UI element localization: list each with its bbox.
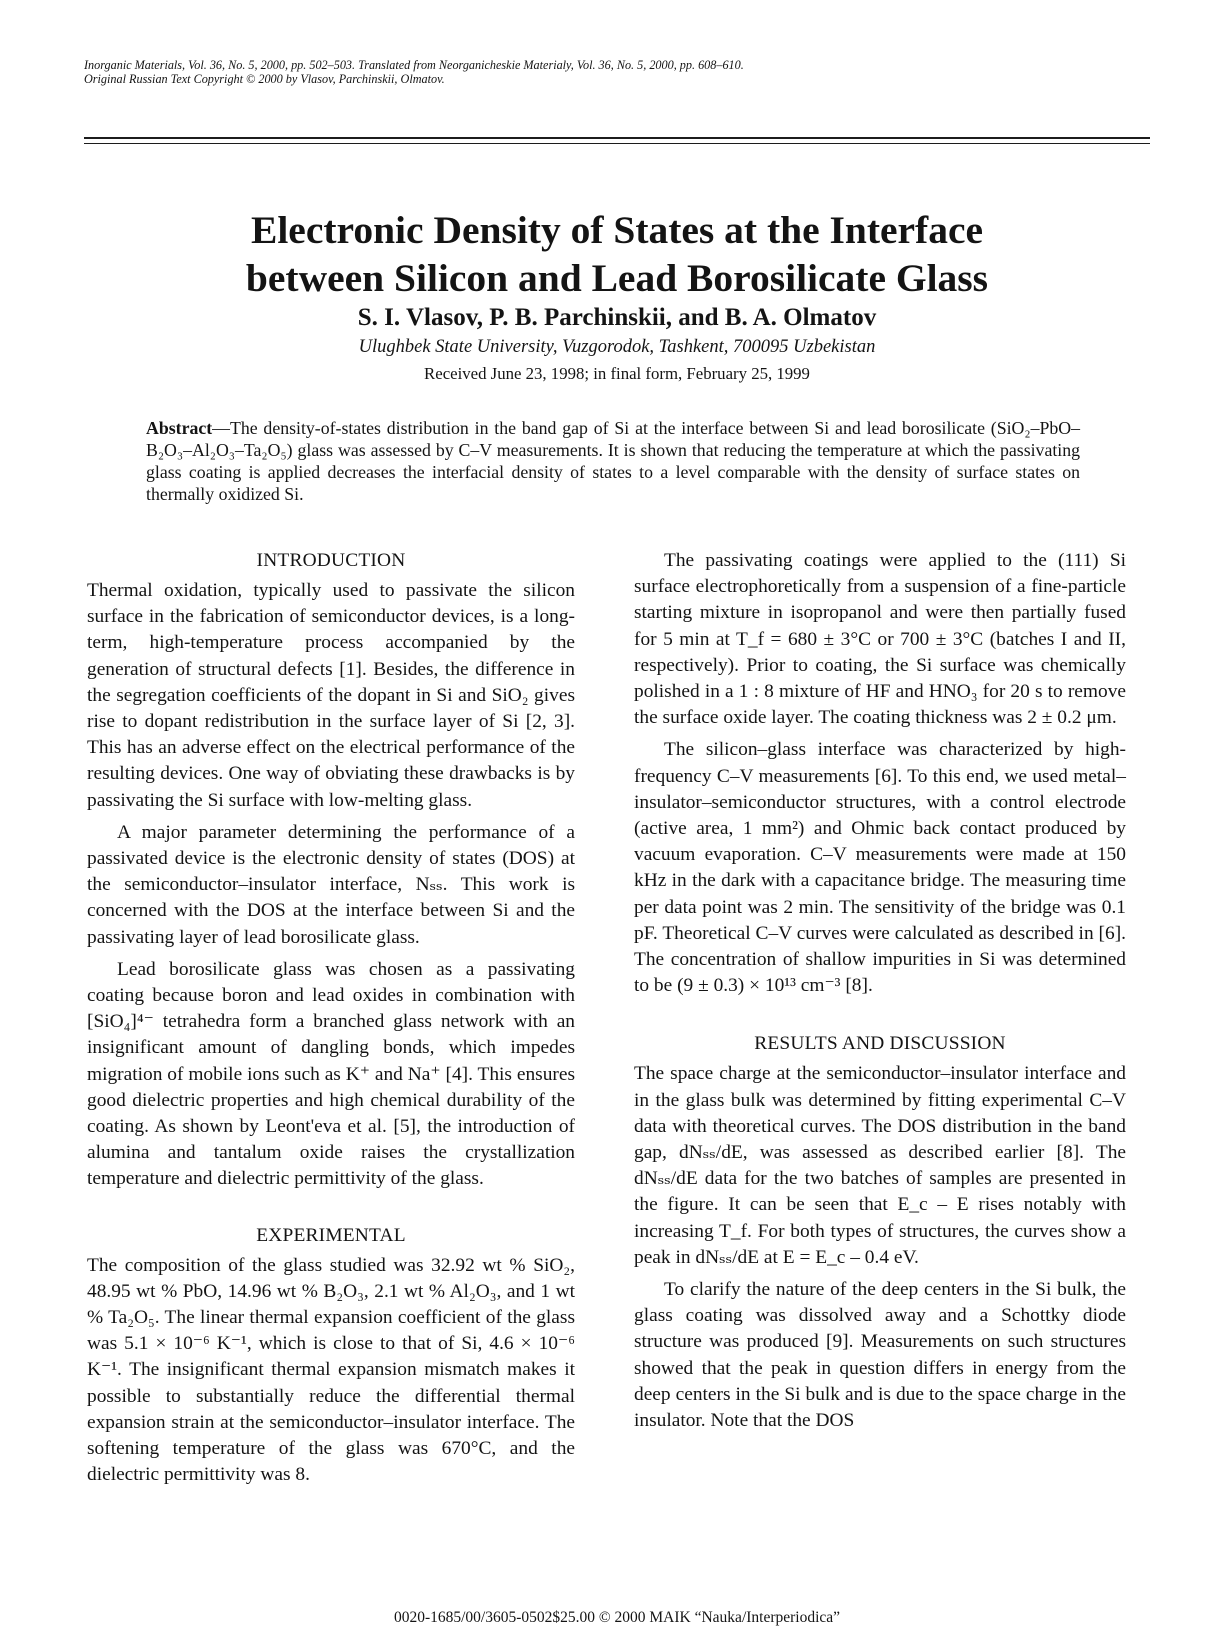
experimental-paragraph: The silicon–glass interface was characterized by high-frequency C–V measurements [6]. To this end, we used metal–insulator–semiconductor structures, with a control electrode (active area, 1 mm²) and Ohmic back contact produced by vacuum evaporation. C–V measurements were made at 150 kHz in the dark with a capacitance bridge. The measuring time per data point was 2 min. The sensitivity of the bridge was 0.1 pF. Theoretical C–V curves were calculated as described in [6]. The concentration of shallow impurities in Si was determined to be (9 ± 0.3) × 10¹³ cm⁻³ [8]. xyxy=(634,739,1126,997)
abstract-text: —The density-of-states distribution in the band gap of Si at the interface between Si and lead borosilicate (SiO₂–PbO–B₂O₃–Al₂O₃–Ta₂O₅) glass was assessed by C–V measurements. It is shown that reducing the temperature at which the passivating glass coating is applied decreases the interfacial density of states to a level comparable with the density of surface states on thermally oxidized Si. xyxy=(146,418,1080,504)
abstract xyxy=(146,417,1080,505)
section-heading-experimental: EXPERIMENTAL xyxy=(256,1224,406,1246)
affiliation: Ulughbek State University, Vuzgorodok, Tashkent, 700095 Uzbekistan xyxy=(358,337,876,357)
title-line-2: between Silicon and Lead Borosilicate Glass xyxy=(245,256,989,300)
paper-title xyxy=(84,206,1150,302)
experimental-paragraph: The passivating coatings were applied to the (111) Si surface electrophoretically from a suspension of a fine-particle starting mixture in isopropanol and were then partially fused for 5 min at T_f = 680 ± 3°C or 700 ± 3°C (batches I and II, respectively). Prior to coating, the Si surface was chemically polished in a 1 : 8 mixture of HF and HNO₃ for 20 s to remove the surface oxide layer. The coating thickness was 2 ± 0.2 μm. xyxy=(634,550,1126,729)
title-line-1: Electronic Density of States at the Interface xyxy=(250,208,984,252)
experimental-paragraph: The composition of the glass studied was 32.92 wt % SiO₂, 48.95 wt % PbO, 14.96 wt % B₂O₃, 2.1 wt % Al₂O₃, and 1 wt % Ta₂O₅. The linear thermal expansion coefficient of the glass was 5.1 × 10⁻⁶ K⁻¹, which is close to that of Si, 4.6 × 10⁻⁶ K⁻¹. The insignificant thermal expansion mismatch makes it possible to substantially reduce the differential thermal expansion strain at the semiconductor–insulator interface. The softening temperature of the glass was 670°C, and the dielectric permittivity was 8. xyxy=(87,1254,575,1486)
right-column xyxy=(634,548,1126,1434)
authors: S. I. Vlasov, P. B. Parchinskii, and B. A. Olmatov xyxy=(357,304,877,331)
intro-paragraph: Thermal oxidation, typically used to passivate the silicon surface in the fabrication of semiconductor devices, is a long-term, high-temperature process accompanied by the generation of structural defects [1]. Besides, the difference in the segregation coefficients of the dopant in Si and SiO₂ gives rise to dopant redistribution in the surface layer of Si [2, 3]. This has an adverse effect on the electrical performance of the resulting devices. One way of obviating these drawbacks is by passivating the Si surface with low-melting glass. xyxy=(87,580,575,811)
header-rule-thick xyxy=(84,137,1150,139)
copyright-line: Original Russian Text Copyright © 2000 by Vlasov, Parchinskii, Olmatov. xyxy=(84,72,445,86)
footer-issn: 0020-1685/00/3605-0502$25.00 © 2000 MAIK “Nauka/Interperiodica” xyxy=(393,1609,841,1626)
abstract-label: Abstract xyxy=(146,418,213,438)
left-column xyxy=(87,548,575,1489)
intro-paragraph: Lead borosilicate glass was chosen as a passivating coating because boron and lead oxides in combination with [SiO₄]⁴⁻ tetrahedra form a branched glass network with an insignificant amount of dangling bonds, which impedes migration of mobile ions such as K⁺ and Na⁺ [4]. This ensures good dielectric properties and high chemical durability of the coating. As shown by Leont'eva et al. [5], the introduction of alumina and tantalum oxide raises the crystallization temperature and dielectric permittivity of the glass. xyxy=(87,958,575,1190)
section-heading-results: RESULTS AND DISCUSSION xyxy=(754,1033,1006,1055)
results-paragraph: The space charge at the semiconductor–insulator interface and in the glass bulk was determined by fitting experimental C–V data with theoretical curves. The DOS distribution in the band gap, dNₛₛ/dE, was assessed as described earlier [8]. The dNₛₛ/dE data for the two batches of samples are presented in the figure. It can be seen that E_c – E rises notably with increasing T_f. For both types of structures, the curves show a peak in dNₛₛ/dE at E = E_c – 0.4 eV. xyxy=(634,1063,1126,1268)
received-dates: Received June 23, 1998; in final form, February 25, 1999 xyxy=(424,364,810,383)
intro-paragraph: A major parameter determining the performance of a passivated device is the electronic density of states (DOS) at the semiconductor–insulator interface, Nₛₛ. This work is concerned with the DOS at the interface between Si and the passivating layer of lead borosilicate glass. xyxy=(87,821,575,948)
header-rule-thin xyxy=(84,143,1150,144)
journal-header xyxy=(84,58,1144,86)
section-heading-introduction: INTRODUCTION xyxy=(256,550,406,571)
citation-line: Inorganic Materials, Vol. 36, No. 5, 2000, pp. 502–503. Translated from Neorganicheskie Materialy, Vol. 36, No. 5, 2000, pp. 608–610. xyxy=(84,58,744,72)
results-paragraph: To clarify the nature of the deep centers in the Si bulk, the glass coating was dissolved away and a Schottky diode structure was produced [9]. Measurements on such structures showed that the peak in question differs in energy from the deep centers in the Si bulk and is due to the space charge in the insulator. Note that the DOS xyxy=(634,1279,1126,1432)
